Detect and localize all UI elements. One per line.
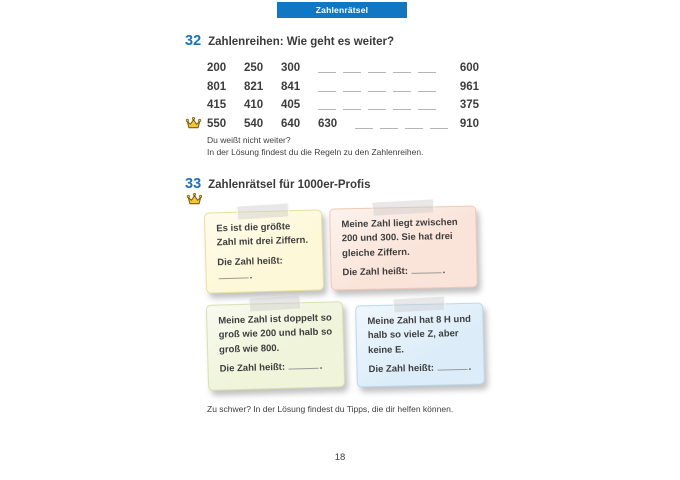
chapter-tab (277, 2, 407, 18)
riddle-text: Meine Zahl hat 8 H und halb so viele Z, aber keine E. (367, 313, 472, 356)
sequence-end-number: 600 (459, 62, 479, 74)
sequence-number: 250 (244, 62, 264, 74)
sequence-number: 410 (244, 99, 264, 111)
sequence-number: 415 (207, 99, 227, 111)
tape-icon (393, 297, 446, 313)
answer-suffix: . (442, 264, 446, 276)
sequence-row (207, 96, 479, 111)
answer-line (219, 359, 333, 376)
answer-blank (393, 88, 411, 92)
exercise-number: 33 (185, 176, 202, 192)
riddle-text: Meine Zahl liegt zwischen 200 und 300. Sie hat drei gleiche Ziffern. (341, 216, 458, 259)
answer-blank (318, 88, 336, 92)
sequence-end-number: 910 (459, 117, 479, 130)
exercise-33-hint: Zu schwer? In der Lösung findest du Tipps, die dir helfen können. (207, 404, 454, 414)
sticky-note-green (206, 301, 345, 391)
answer-blank (418, 106, 436, 110)
sequence-number: 640 (281, 117, 301, 130)
answer-blank (368, 69, 386, 73)
answer-blank (368, 88, 386, 92)
sequence-end-number: 375 (459, 99, 479, 111)
sequence-number: 550 (207, 117, 227, 130)
answer-blank (368, 106, 386, 110)
exercise-32-header (185, 33, 394, 49)
answer-blank (418, 88, 436, 92)
answer-blank (411, 264, 441, 274)
riddle-text: Meine Zahl ist doppelt so groß wie 200 und halb so groß wie 800. (218, 312, 333, 356)
sequence-rows (207, 59, 479, 133)
answer-blank (289, 360, 319, 370)
answer-label: Die Zahl heißt: (217, 254, 283, 268)
tape-icon (371, 199, 434, 215)
sequence-end-number: 961 (459, 80, 479, 93)
answer-blank (393, 69, 411, 73)
answer-suffix: . (319, 360, 323, 372)
answer-blank (430, 125, 448, 129)
crown-icon (185, 117, 202, 130)
sticky-note-pink (329, 205, 478, 290)
exercise-title: Zahlenreihen: Wie geht es weiter? (208, 36, 394, 48)
sequence-number: 841 (281, 80, 301, 93)
answer-blank (343, 106, 361, 110)
sequence-number: 801 (207, 80, 227, 93)
tape-icon (248, 295, 301, 311)
tape-icon (237, 203, 290, 219)
answer-line (217, 253, 313, 284)
sequence-number: 300 (281, 62, 301, 74)
answer-blank (393, 106, 411, 110)
answer-label: Die Zahl heißt: (368, 362, 435, 375)
sequence-number: 200 (207, 62, 227, 74)
answer-blank (418, 69, 436, 73)
answer-line (368, 361, 473, 378)
sequence-row (207, 115, 479, 130)
page-number: 18 (334, 452, 346, 463)
exercise-32-hint (207, 134, 423, 159)
sequence-row (207, 78, 479, 93)
answer-blank (218, 269, 248, 279)
answer-suffix: . (249, 270, 253, 282)
crown-icon (186, 193, 203, 206)
hint-line: Du weißt nicht weiter? (207, 135, 291, 145)
answer-blank (437, 361, 467, 371)
answer-blank (318, 106, 336, 110)
sequence-number: 405 (281, 99, 301, 111)
answer-label: Die Zahl heißt: (219, 361, 286, 375)
hint-line: In der Lösung findest du die Regeln zu den Zahlenreihen. (207, 147, 424, 158)
answer-blank (405, 125, 423, 129)
chapter-tab-label: Zahlenrätsel (315, 5, 369, 15)
exercise-number: 32 (185, 33, 202, 49)
sticky-note-yellow (204, 209, 324, 293)
answer-label: Die Zahl heißt: (342, 265, 409, 279)
riddle-text: Es ist die größte Zahl mit drei Ziffern. (216, 221, 309, 249)
sequence-number: 540 (244, 117, 264, 130)
sequence-number: 630 (318, 117, 338, 130)
answer-line (342, 263, 466, 280)
answer-suffix: . (468, 361, 472, 373)
answer-blank (355, 125, 373, 129)
answer-blank (343, 69, 361, 73)
sequence-number: 821 (244, 80, 264, 93)
answer-blank (343, 88, 361, 92)
sequence-row (207, 59, 479, 74)
answer-blank (318, 69, 336, 73)
exercise-title: Zahlenrätsel für 1000er-Profis (208, 179, 371, 191)
sticky-note-blue (355, 303, 485, 388)
exercise-33-header (185, 176, 370, 192)
answer-blank (380, 125, 398, 129)
